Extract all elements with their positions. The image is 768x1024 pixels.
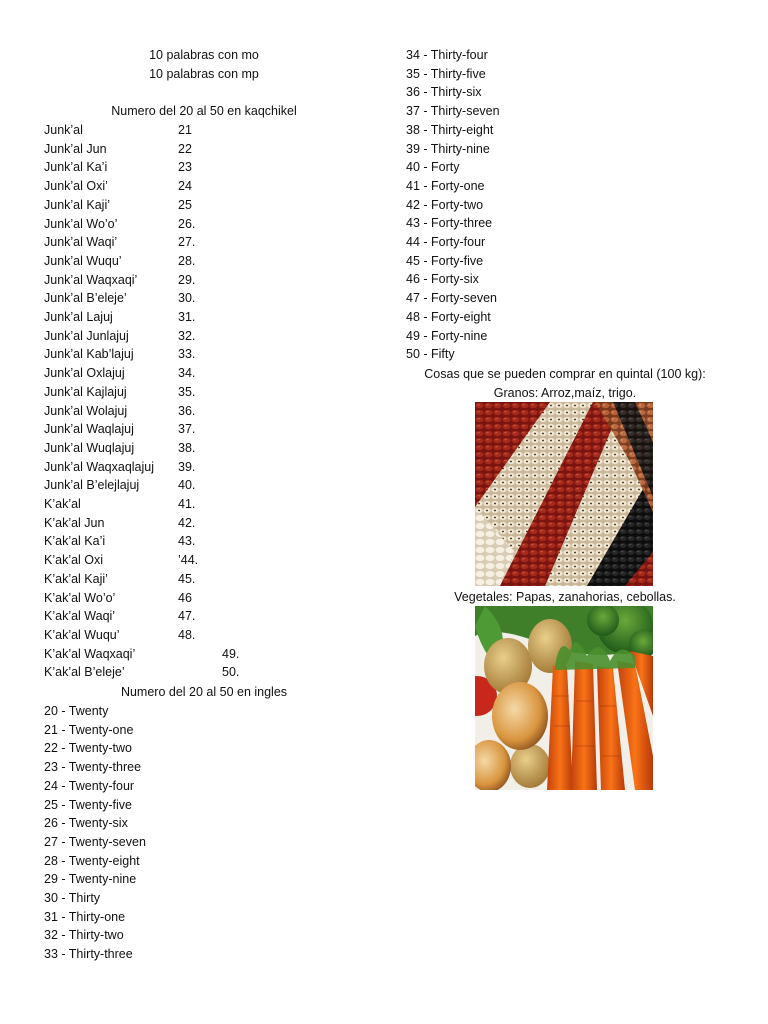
kaqchikel-word: K’ak’al [44, 497, 81, 511]
english-number-item: 40 - Forty [406, 160, 460, 174]
kaqchikel-number: 23 [178, 160, 192, 174]
kaqchikel-word: K’ak’al Oxi [44, 553, 104, 567]
kaqchikel-word: Junk’al Junlajuj [44, 329, 129, 343]
english-number-item: 29 - Twenty-nine [44, 872, 137, 886]
kaqchikel-number: 22 [178, 142, 192, 156]
kaqchikel-number: 36. [178, 404, 196, 418]
kaqchikel-word: Junk’al B’eleje’ [44, 291, 127, 305]
kaqchikel-number: 31. [178, 310, 196, 324]
kaqchikel-number: 47. [178, 609, 196, 623]
kaqchikel-word: Junk’al Kajlajuj [44, 385, 127, 399]
english-number-item: 45 - Forty-five [406, 254, 484, 268]
english-number-item: 37 - Thirty-seven [406, 104, 500, 118]
english-number-item: 25 - Twenty-five [44, 798, 133, 812]
kaqchikel-number: 45. [178, 572, 196, 586]
kaqchikel-number: 41. [178, 497, 196, 511]
english-number-item: 28 - Twenty-eight [44, 854, 140, 868]
english-number-item: 38 - Thirty-eight [406, 123, 494, 137]
kaqchikel-word: Junk’al Oxlajuj [44, 366, 125, 380]
english-number-item: 36 - Thirty-six [406, 85, 482, 99]
kaqchikel-number: 29. [178, 273, 196, 287]
english-number-item: 46 - Forty-six [406, 272, 479, 286]
kaqchikel-number: 49. [222, 647, 240, 661]
english-number-item: 21 - Twenty-one [44, 723, 134, 737]
kaqchikel-number: ’44. [178, 553, 199, 567]
english-number-item: 44 - Forty-four [406, 235, 486, 249]
kaqchikel-word: Junk’al B’elejlajuj [44, 478, 140, 492]
kaqchikel-word: Junk’al Ka’i [44, 160, 108, 174]
kaqchikel-word: K’ak’al B’eleje’ [44, 665, 125, 679]
grains-caption: Granos: Arroz,maíz, trigo. [493, 386, 637, 400]
kaqchikel-word: K’ak’al Wo’o’ [44, 591, 116, 605]
beans-image [475, 402, 653, 586]
kaqchikel-number: 42. [178, 516, 196, 530]
kaqchikel-number: 24 [178, 179, 192, 193]
english-number-item: 34 - Thirty-four [406, 48, 488, 62]
kaqchikel-word: Junk’al Wuqu’ [44, 254, 122, 268]
english-number-item: 31 - Thirty-one [44, 910, 126, 924]
english-number-item: 20 - Twenty [44, 704, 109, 718]
kaqchikel-number: 38. [178, 441, 196, 455]
english-number-item: 49 - Forty-nine [406, 329, 488, 343]
english-number-item: 35 - Thirty-five [406, 67, 486, 81]
kaqchikel-number: 50. [222, 665, 240, 679]
english-number-item: 50 - Fifty [406, 347, 455, 361]
header-line-1: 10 palabras con mo [149, 48, 259, 62]
kaqchikel-word: Junk’al Jun [44, 142, 107, 156]
english-title: Numero del 20 al 50 en ingles [120, 685, 288, 699]
kaqchikel-word: K’ak’al Kaji’ [44, 572, 108, 586]
kaqchikel-word: Junk’al Oxi’ [44, 179, 108, 193]
kaqchikel-number: 21 [178, 123, 192, 137]
kaqchikel-word: Junk’al Waqi’ [44, 235, 118, 249]
kaqchikel-word: Junk’al Wolajuj [44, 404, 128, 418]
vegetables-image [475, 606, 653, 790]
vegetables-caption: Vegetales: Papas, zanahorias, cebollas. [454, 590, 676, 604]
kaqchikel-number: 43. [178, 534, 196, 548]
kaqchikel-number: 46 [178, 591, 192, 605]
english-number-item: 41 - Forty-one [406, 179, 485, 193]
kaqchikel-word: K’ak’al Ka’i [44, 534, 106, 548]
english-number-item: 47 - Forty-seven [406, 291, 498, 305]
kaqchikel-word: Junk’al Wuqlajuj [44, 441, 135, 455]
english-number-item: 30 - Thirty [44, 891, 101, 905]
kaqchikel-word: Junk’al Waqxaqlajuj [44, 460, 155, 474]
english-number-item: 26 - Twenty-six [44, 816, 128, 830]
quintal-title: Cosas que se pueden comprar en quintal (100 kg): [424, 367, 706, 381]
kaqchikel-word: Junk’al Waqxaqi’ [44, 273, 138, 287]
kaqchikel-number: 39. [178, 460, 196, 474]
kaqchikel-word: Junk’al Kaji’ [44, 198, 111, 212]
english-number-item: 39 - Thirty-nine [406, 142, 490, 156]
english-number-item: 24 - Twenty-four [44, 779, 135, 793]
kaqchikel-number: 26. [178, 217, 196, 231]
english-number-item: 32 - Thirty-two [44, 928, 124, 942]
kaqchikel-word: K’ak’al Wuqu’ [44, 628, 120, 642]
kaqchikel-word: K’ak’al Waqxaqi’ [44, 647, 136, 661]
english-number-item: 42 - Forty-two [406, 198, 484, 212]
kaqchikel-number: 35. [178, 385, 196, 399]
kaqchikel-number: 48. [178, 628, 196, 642]
kaqchikel-number: 30. [178, 291, 196, 305]
kaqchikel-word: K’ak’al Jun [44, 516, 105, 530]
kaqchikel-number: 28. [178, 254, 196, 268]
kaqchikel-word: Junk’al Wo’o’ [44, 217, 118, 231]
english-number-item: 33 - Thirty-three [44, 947, 133, 961]
kaqchikel-title: Numero del 20 al 50 en kaqchikel [111, 104, 297, 118]
kaqchikel-word: Junk’al Lajuj [44, 310, 113, 324]
kaqchikel-number: 37. [178, 422, 196, 436]
english-number-item: 23 - Twenty-three [44, 760, 142, 774]
kaqchikel-word: Junk’al Waqlajuj [44, 422, 134, 436]
kaqchikel-number: 32. [178, 329, 196, 343]
kaqchikel-word: K’ak’al Waqi’ [44, 609, 116, 623]
english-number-item: 22 - Twenty-two [44, 741, 133, 755]
english-number-item: 48 - Forty-eight [406, 310, 491, 324]
kaqchikel-word: Junk’al Kab’lajuj [44, 347, 134, 361]
kaqchikel-number: 27. [178, 235, 196, 249]
kaqchikel-word: Junk’al [44, 123, 83, 137]
header-line-2: 10 palabras con mp [149, 67, 259, 81]
kaqchikel-number: 34. [178, 366, 196, 380]
kaqchikel-number: 33. [178, 347, 196, 361]
kaqchikel-number: 25 [178, 198, 192, 212]
english-number-item: 27 - Twenty-seven [44, 835, 146, 849]
kaqchikel-number: 40. [178, 478, 196, 492]
english-number-item: 43 - Forty-three [406, 216, 493, 230]
